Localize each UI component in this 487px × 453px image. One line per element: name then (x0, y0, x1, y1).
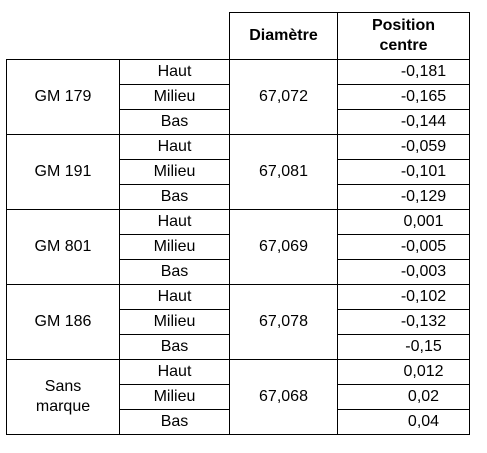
header-center-position (338, 13, 470, 60)
position-label: Haut (120, 360, 230, 385)
header-center-line1: Position (371, 17, 436, 34)
group-name: GM 186 (7, 285, 120, 360)
table-row (7, 210, 470, 235)
center-value: -0,129 (338, 185, 470, 210)
position-label: Haut (120, 210, 230, 235)
diameter-value: 67,068 (230, 360, 338, 435)
center-value: -0,144 (338, 110, 470, 135)
center-value: -0,005 (338, 235, 470, 260)
center-value: 0,04 (338, 410, 470, 435)
position-label: Haut (120, 60, 230, 85)
center-value: -0,101 (338, 160, 470, 185)
diameter-value: 67,081 (230, 135, 338, 210)
center-value: -0,15 (338, 335, 470, 360)
center-value: 0,001 (338, 210, 470, 235)
position-label: Milieu (120, 235, 230, 260)
table-row (7, 135, 470, 160)
position-label: Milieu (120, 385, 230, 410)
center-value: -0,132 (338, 310, 470, 335)
table-row (7, 360, 470, 385)
position-label: Bas (120, 335, 230, 360)
position-label: Milieu (120, 310, 230, 335)
diameter-value: 67,069 (230, 210, 338, 285)
center-value: -0,003 (338, 260, 470, 285)
header-center-line2: centre (379, 37, 428, 54)
group-name: GM 801 (7, 210, 120, 285)
diameter-value: 67,078 (230, 285, 338, 360)
header-row (7, 13, 470, 60)
center-value: -0,181 (338, 60, 470, 85)
center-value: -0,102 (338, 285, 470, 310)
diameter-value: 67,072 (230, 60, 338, 135)
position-label: Bas (120, 260, 230, 285)
center-value: -0,165 (338, 85, 470, 110)
table-row (7, 60, 470, 85)
group-name-line2: marque (35, 398, 91, 415)
center-value: 0,02 (338, 385, 470, 410)
center-value: 0,012 (338, 360, 470, 385)
header-diameter: Diamètre (230, 13, 338, 60)
position-label: Bas (120, 410, 230, 435)
position-label: Milieu (120, 85, 230, 110)
measurement-table (6, 12, 470, 435)
group-name: GM 191 (7, 135, 120, 210)
group-name-line1: Sans (44, 378, 82, 395)
header-blank-cell (7, 13, 230, 60)
group-name (7, 360, 120, 435)
table-row (7, 285, 470, 310)
center-value: -0,059 (338, 135, 470, 160)
position-label: Bas (120, 110, 230, 135)
position-label: Bas (120, 185, 230, 210)
position-label: Milieu (120, 160, 230, 185)
position-label: Haut (120, 135, 230, 160)
position-label: Haut (120, 285, 230, 310)
group-name: GM 179 (7, 60, 120, 135)
